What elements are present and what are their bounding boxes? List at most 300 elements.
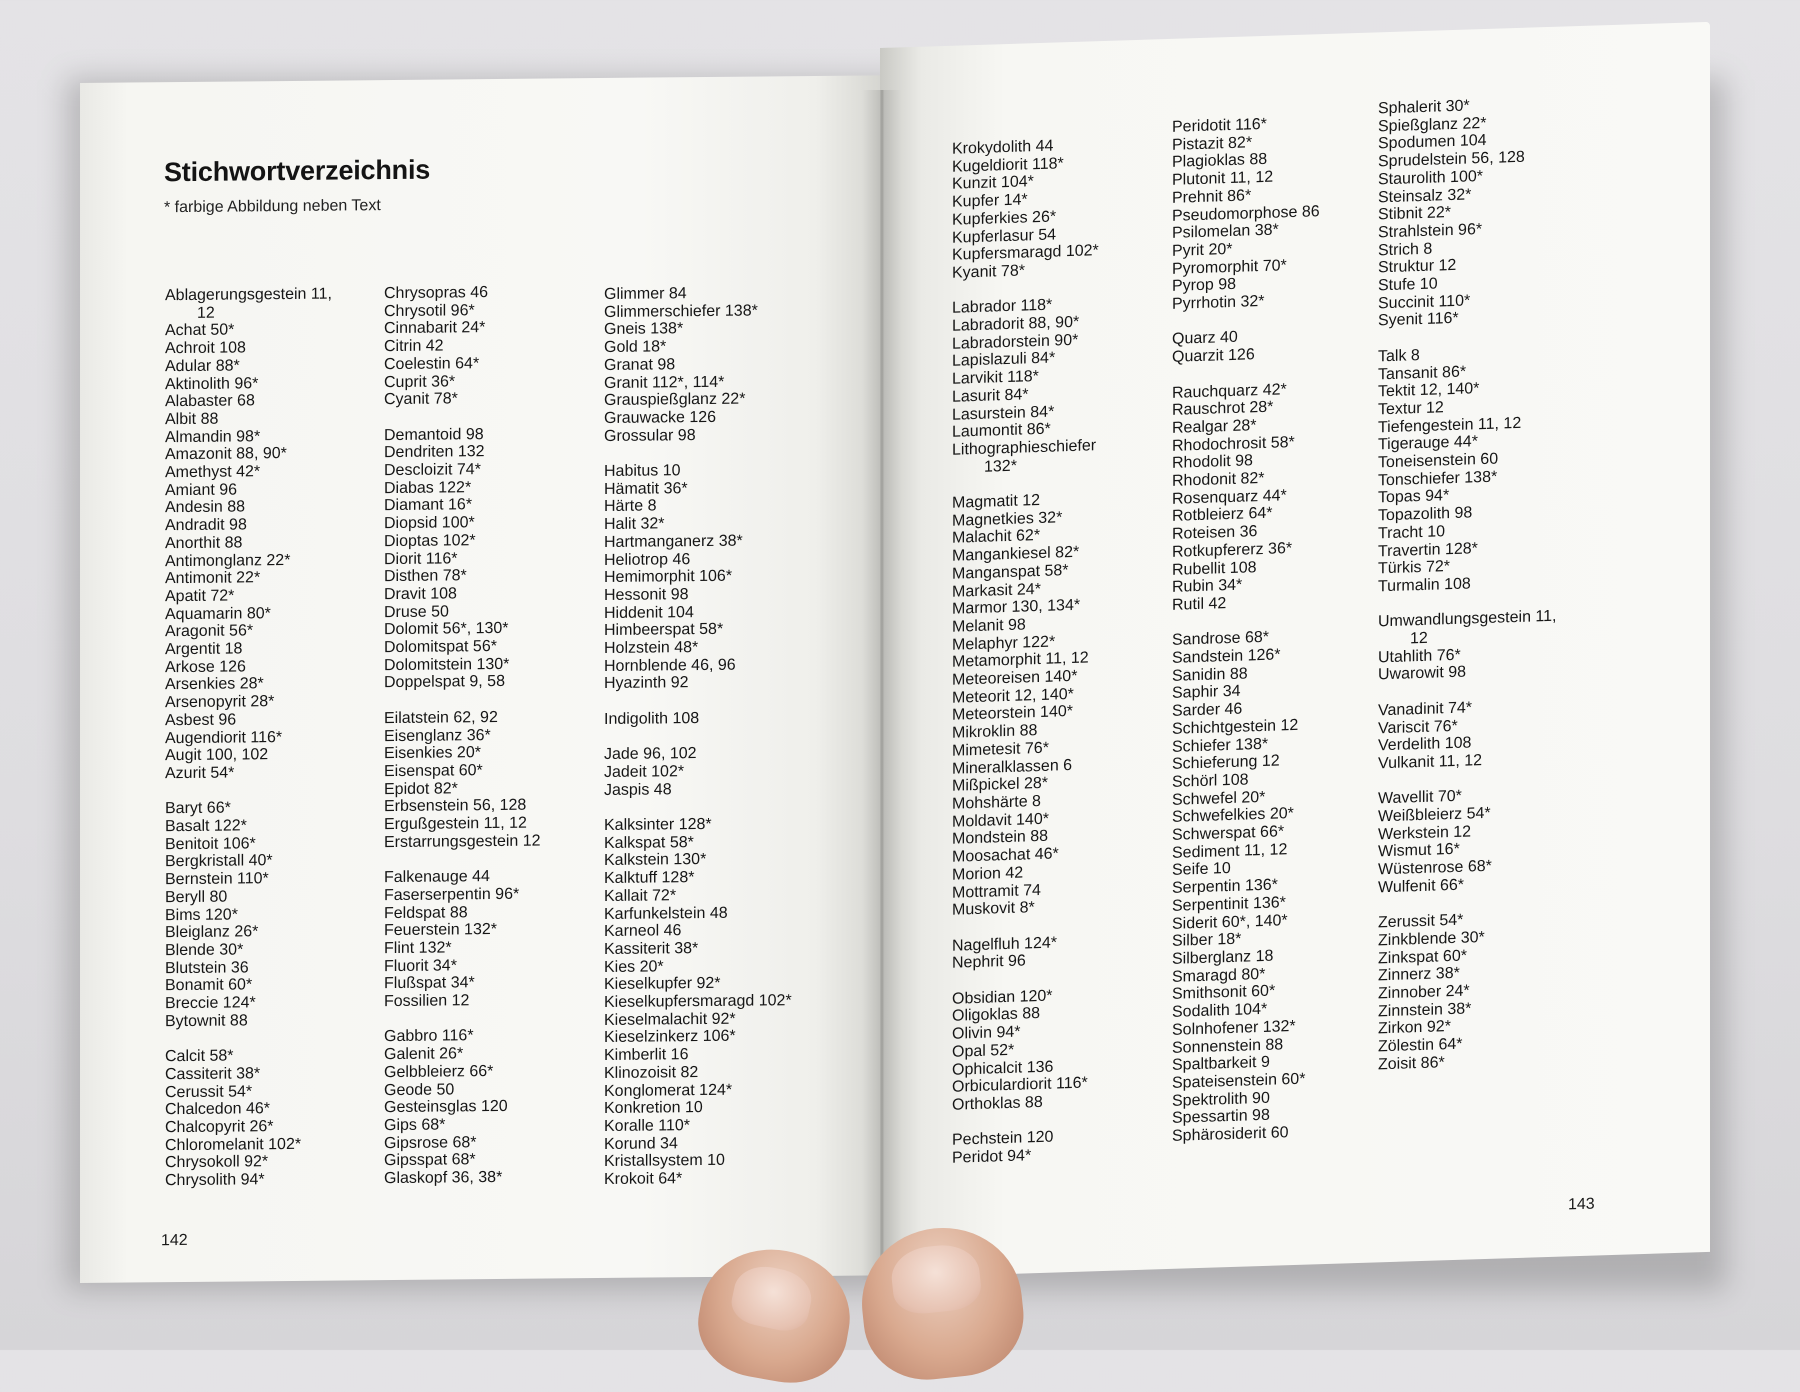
index-entry: Tigerauge 44* — [1378, 433, 1478, 454]
index-entry: Grauspießglanz 22* — [604, 390, 746, 410]
index-column — [952, 136, 1099, 1167]
index-entry: Konglomerat 124* — [604, 1081, 733, 1100]
index-entry: Lasurstein 84* — [952, 403, 1055, 424]
index-column — [1172, 114, 1320, 1145]
index-entry: Schwefelkies 20* — [1172, 805, 1294, 827]
index-entry: Meteorit 12, 140* — [952, 685, 1074, 707]
index-entry: Siderit 60*, 140* — [1172, 911, 1288, 933]
index-entry: Smaragd 80* — [1172, 965, 1266, 986]
index-entry: Zoisit 86* — [1378, 1054, 1445, 1074]
index-entry: Pyrop 98 — [1172, 276, 1237, 296]
index-entry: Labrador 118* — [952, 296, 1053, 318]
index-entry: Kristallsystem 10 — [604, 1152, 725, 1171]
index-entry: Härte 8 — [604, 497, 657, 516]
index-entry: Rotkupfererz 36* — [1172, 539, 1293, 561]
index-entry: Dolomitstein 130* — [384, 655, 510, 674]
index-column — [384, 284, 541, 1188]
index-entry: Demantoid 98 — [384, 425, 484, 444]
index-entry: Andesin 88 — [165, 498, 246, 517]
index-entry: Geode 50 — [384, 1080, 455, 1099]
index-entry: Antimonit 22* — [165, 569, 261, 588]
index-entry: Andradit 98 — [165, 516, 247, 535]
index-gap — [384, 408, 541, 427]
index-entry: Arsenkies 28* — [165, 675, 264, 694]
index-entry: Flint 132* — [384, 939, 452, 958]
index-entry: Tonschiefer 138* — [1378, 468, 1498, 490]
index-entry: Gipsspat 68* — [384, 1151, 476, 1170]
index-entry: Plagioklas 88 — [1172, 151, 1268, 172]
index-entry: Karfunkelstein 48 — [604, 904, 728, 923]
index-entry: Spießglanz 22* — [1378, 114, 1487, 136]
index-entry: Pyrit 20* — [1172, 240, 1233, 260]
index-entry: Hämatit 36* — [604, 479, 688, 498]
index-entry: Opal 52* — [952, 1041, 1015, 1061]
index-entry: Zinnstein 38* — [1378, 1000, 1472, 1021]
index-entry: Uwarowit 98 — [1378, 664, 1467, 684]
index-entry: Moosachat 46* — [952, 845, 1059, 866]
index-entry: Krokoit 64* — [604, 1170, 683, 1189]
index-entry: Kunzit 104* — [952, 173, 1034, 194]
index-entry: Chalcedon 46* — [165, 1100, 270, 1119]
index-entry: Wulfenit 66* — [1378, 876, 1464, 897]
index-entry: Sodalith 104* — [1172, 1000, 1268, 1021]
index-entry: Rosenquarz 44* — [1172, 486, 1287, 508]
index-entry: Zinnerz 38* — [1378, 965, 1460, 985]
index-entry: Psilomelan 38* — [1172, 221, 1279, 243]
index-entry: Cinnabarit 24* — [384, 319, 486, 338]
index-entry: Schörl 108 — [1172, 771, 1249, 791]
index-entry: Kalktuff 128* — [604, 869, 695, 888]
index-entry: Indigolith 108 — [604, 709, 700, 728]
index-entry: Gips 68* — [384, 1116, 446, 1135]
index-entry: Ergußgestein 11, 12 — [384, 814, 527, 834]
index-entry: Habitus 10 — [604, 462, 681, 480]
index-entry: Kupferlasur 54 — [952, 225, 1057, 247]
index-entry: Seife 10 — [1172, 860, 1231, 880]
index-column — [165, 286, 332, 1190]
index-entry: Strich 8 — [1378, 240, 1433, 259]
index-entry: Erstarrungsgestein 12 — [384, 832, 541, 851]
index-entry: Verdelith 108 — [1378, 734, 1472, 755]
index-entry: Amethyst 42* — [165, 463, 261, 482]
index-entry: Coelestin 64* — [384, 354, 480, 373]
index-entry: Calcit 58* — [165, 1047, 234, 1066]
index-entry: Spektrolith 90 — [1172, 1089, 1270, 1110]
index-entry: Albit 88 — [165, 410, 219, 429]
index-entry: Kupfersmaragd 102* — [952, 242, 1099, 264]
index-entry: Utahlith 76* — [1378, 646, 1461, 667]
index-entry: Blutstein 36 — [165, 959, 249, 977]
index-entry: Konkretion 10 — [604, 1099, 703, 1118]
index-entry: Mimetesit 76* — [952, 739, 1049, 760]
index-entry: Melanit 98 — [952, 616, 1026, 636]
index-entry: Mohshärte 8 — [952, 792, 1041, 813]
index-entry: Tracht 10 — [1378, 523, 1445, 543]
index-entry: Dendriten 132 — [384, 443, 485, 462]
index-entry: Sonnenstein 88 — [1172, 1035, 1284, 1057]
index-entry: Roteisen 36 — [1172, 523, 1258, 543]
index-entry: Türkis 72* — [1378, 558, 1451, 578]
index-entry: Aquamarin 80* — [165, 604, 271, 623]
index-entry: Diopsid 100* — [384, 514, 475, 533]
index-entry: Erbsenstein 56, 128 — [384, 797, 527, 816]
index-entry: Travertin 128* — [1378, 539, 1478, 560]
index-entry: Diabas 122* — [384, 478, 472, 497]
index-entry: Diamant 16* — [384, 496, 473, 515]
index-entry: Nephrit 96 — [952, 952, 1026, 973]
index-entry: Sediment 11, 12 — [1172, 840, 1288, 862]
index-entry: Cuprit 36* — [384, 372, 456, 391]
index-entry: Disthen 78* — [384, 567, 467, 586]
index-entry: Wüstenrose 68* — [1378, 857, 1492, 879]
index-entry: Spessartin 98 — [1172, 1107, 1270, 1128]
index-entry: Metamorphit 11, 12 — [952, 649, 1089, 672]
index-entry: Lasurit 84* — [952, 386, 1029, 406]
index-entry: Syenit 116* — [1378, 310, 1459, 330]
index-entry: Apatit 72* — [165, 587, 235, 606]
index-entry: Gold 18* — [604, 338, 667, 357]
index-entry: Kassiterit 38* — [604, 940, 699, 958]
index-entry: Beryll 80 — [165, 888, 228, 907]
index-gap — [604, 443, 792, 462]
index-entry: Sphalerit 30* — [1378, 97, 1470, 118]
index-entry: Descloizit 74* — [384, 461, 481, 480]
index-entry: Olivin 94* — [952, 1023, 1021, 1043]
index-entry: Adular 88* — [165, 357, 240, 375]
index-entry: Citrin 42 — [384, 337, 444, 356]
index-entry: Malachit 62* — [952, 527, 1041, 548]
index-entry: Gipsrose 68* — [384, 1133, 477, 1152]
index-entry: Chalcopyrit 26* — [165, 1118, 274, 1137]
index-entry: Orthoklas 88 — [952, 1093, 1043, 1114]
index-entry: Wismut 16* — [1378, 841, 1460, 861]
index-entry: Asbest 96 — [165, 711, 237, 730]
index-entry: Staurolith 100* — [1378, 167, 1483, 189]
index-entry: Glimmerschiefer 138* — [604, 302, 758, 321]
index-entry: Ablagerungsgestein 11, 12 — [165, 285, 332, 322]
index-entry: Rhodolit 98 — [1172, 452, 1253, 473]
index-entry: Peridot 94* — [952, 1147, 1032, 1167]
index-entry: Textur 12 — [1378, 399, 1444, 419]
index-entry: Rauschrot 28* — [1172, 398, 1274, 420]
index-entry: Spaltbarkeit 9 — [1172, 1053, 1270, 1075]
index-entry: Mangankiesel 82* — [952, 543, 1080, 565]
right-page — [880, 22, 1710, 1278]
index-heading: Stichwortverzeichnis — [164, 154, 431, 188]
index-entry: Schichtgestein 12 — [1172, 716, 1299, 738]
index-entry: Faserserpentin 96* — [384, 885, 520, 904]
index-entry: Toneisenstein 60 — [1378, 450, 1499, 472]
index-entry: Morion 42 — [952, 864, 1024, 884]
index-entry: Kieselkupfersmaragd 102* — [604, 992, 792, 1012]
index-entry: Chloromelanit 102* — [165, 1135, 302, 1154]
index-entry: Sandrose 68* — [1172, 629, 1269, 650]
index-gap — [384, 691, 541, 710]
index-entry: Kalkstein 130* — [604, 851, 707, 870]
index-entry: Dolomitspat 56* — [384, 638, 497, 657]
index-entry: Zinkblende 30* — [1378, 928, 1485, 950]
index-entry: Granat 98 — [604, 356, 676, 374]
index-entry: Rotbleierz 64* — [1172, 505, 1273, 526]
index-entry: Marmor 130, 134* — [952, 596, 1081, 618]
index-entry: Arsenopyrit 28* — [165, 693, 275, 712]
index-entry: Gesteinsglas 120 — [384, 1098, 508, 1117]
index-entry: Bernstein 110* — [165, 870, 269, 889]
index-entry: Ophicalcit 136 — [952, 1058, 1054, 1079]
index-entry: Gabbro 116* — [384, 1027, 474, 1046]
index-entry: Basalt 122* — [165, 817, 247, 836]
index-entry: Antimonglanz 22* — [165, 551, 291, 570]
index-entry: Glimmer 84 — [604, 285, 687, 303]
index-entry: Bergkristall 40* — [165, 852, 273, 871]
index-entry: Manganspat 58* — [952, 561, 1069, 583]
index-entry: Flußspat 34* — [384, 974, 475, 993]
index-entry: Achat 50* — [165, 321, 235, 340]
index-entry: Achroit 108 — [165, 339, 246, 358]
index-entry: Hyazinth 92 — [604, 674, 689, 693]
index-entry: Wavellit 70* — [1378, 788, 1462, 808]
index-entry: Chrysolith 94* — [165, 1171, 265, 1190]
index-entry: Eisenkies 20* — [384, 744, 481, 763]
index-entry: Heliotrop 46 — [604, 550, 691, 569]
index-entry: Quarzit 126 — [1172, 346, 1255, 366]
index-entry: Pseudomorphose 86 — [1172, 202, 1320, 225]
index-entry: Eilatstein 62, 92 — [384, 708, 498, 727]
index-entry: Dolomit 56*, 130* — [384, 620, 509, 639]
index-entry: Mikroklin 88 — [952, 722, 1038, 742]
index-entry: Hornblende 46, 96 — [604, 656, 736, 675]
index-entry: Epidot 82* — [384, 780, 458, 798]
index-entry: Meteoreisen 140* — [952, 667, 1078, 689]
index-entry: Druse 50 — [384, 603, 449, 621]
index-entry: Zinnober 24* — [1378, 982, 1470, 1003]
index-entry: Plutonit 11, 12 — [1172, 168, 1274, 189]
index-entry: Sarder 46 — [1172, 700, 1243, 720]
index-entry: Zinkspat 60* — [1378, 947, 1467, 968]
index-entry: Werkstein 12 — [1378, 823, 1472, 844]
index-gap — [165, 781, 332, 800]
index-entry: Labradorstein 90* — [952, 331, 1079, 353]
index-entry: Benitoit 106* — [165, 835, 256, 853]
index-entry: Stibnit 22* — [1378, 204, 1451, 224]
index-entry: Feuerstein 132* — [384, 921, 497, 940]
index-gap — [604, 691, 792, 710]
index-entry: Pyrrhotin 32* — [1172, 292, 1265, 313]
index-entry: Anorthit 88 — [165, 534, 243, 553]
index-entry: Smithsonit 60* — [1172, 982, 1276, 1004]
index-entry: Dravit 108 — [384, 585, 457, 604]
index-entry: Silberglanz 18 — [1172, 947, 1274, 968]
index-gap — [384, 850, 541, 869]
index-entry: Hartmanganerz 38* — [604, 532, 743, 551]
index-entry: Granit 112*, 114* — [604, 373, 725, 392]
index-entry: Variscit 76* — [1378, 717, 1458, 737]
index-entry: Korund 34 — [604, 1134, 678, 1153]
index-entry: Augendiorit 116* — [165, 728, 283, 747]
index-entry: Topazolith 98 — [1378, 504, 1473, 525]
index-entry: Solnhofener 132* — [1172, 1017, 1296, 1039]
index-entry: Kallait 72* — [604, 887, 677, 905]
index-entry: Rhodochrosit 58* — [1172, 433, 1295, 455]
index-entry: Arkose 126 — [165, 658, 246, 676]
index-entry: Augit 100, 102 — [165, 746, 269, 765]
index-entry: Amazonit 88, 90* — [165, 445, 287, 464]
index-entry: Amiant 96 — [165, 481, 238, 499]
index-entry: Bonamit 60* — [165, 976, 253, 995]
index-entry: Aragonit 56* — [165, 622, 254, 641]
index-entry: Aktinolith 96* — [165, 374, 259, 393]
index-entry: Kieselmalachit 92* — [604, 1010, 736, 1029]
index-entry: Fossilien 12 — [384, 992, 470, 1011]
index-entry: Meteorstein 140* — [952, 703, 1073, 725]
index-entry: Klinozoisit 82 — [604, 1063, 699, 1082]
index-entry: Rubellit 108 — [1172, 558, 1257, 579]
index-entry: Serpentin 136* — [1172, 876, 1278, 898]
index-entry: Weißbleierz 54* — [1378, 804, 1491, 826]
index-entry: Dioptas 102* — [384, 532, 476, 550]
index-entry: Markasit 24* — [952, 580, 1041, 601]
index-entry: Turmalin 108 — [1378, 575, 1471, 596]
index-entry: Mondstein 88 — [952, 828, 1049, 849]
index-entry: Breccie 124* — [165, 994, 256, 1013]
page-number: 143 — [1568, 1195, 1595, 1214]
index-entry: Melaphyr 122* — [952, 633, 1056, 654]
index-entry: Sphärosiderit 60 — [1172, 1124, 1289, 1145]
index-entry: Karneol 46 — [604, 922, 682, 941]
index-entry: Saphir 34 — [1172, 683, 1241, 703]
index-entry: Bytownit 88 — [165, 1012, 248, 1030]
index-entry: Magnetkies 32* — [952, 509, 1063, 530]
index-entry: Kies 20* — [604, 958, 664, 976]
index-entry: Kalkspat 58* — [604, 833, 694, 852]
index-entry: Pyromorphit 70* — [1172, 256, 1287, 278]
index-entry: Eisenspat 60* — [384, 762, 483, 781]
index-entry: Kupfer 14* — [952, 191, 1028, 211]
index-entry: Chrysotil 96* — [384, 301, 475, 320]
index-entry: Cerussit 54* — [165, 1082, 253, 1101]
index-entry: Lithographieschiefer 132* — [952, 437, 1097, 476]
index-entry: Argentit 18 — [165, 640, 243, 659]
index-entry: Jade 96, 102 — [604, 745, 697, 764]
index-entry: Spateisenstein 60* — [1172, 1070, 1306, 1092]
index-entry: Kupferkies 26* — [952, 208, 1057, 229]
index-entry: Muskovit 8* — [952, 899, 1035, 919]
index-entry: Bleiglanz 26* — [165, 923, 259, 942]
index-entry: Jaspis 48 — [604, 780, 672, 799]
index-entry: Rubin 34* — [1172, 576, 1243, 597]
index-entry: Himbeerspat 58* — [604, 621, 724, 640]
index-entry: Hiddenit 104 — [604, 603, 694, 622]
index-column — [604, 284, 792, 1189]
index-entry: Nagelfluh 124* — [952, 934, 1057, 955]
index-entry: Schiefer 138* — [1172, 735, 1269, 756]
index-entry: Sandstein 126* — [1172, 646, 1281, 667]
index-entry: Cassiterit 38* — [165, 1065, 261, 1084]
index-entry: Kieselzinkerz 106* — [604, 1028, 736, 1047]
index-entry: Labradorit 88, 90* — [952, 313, 1080, 335]
index-gap — [384, 1009, 541, 1028]
index-entry: Chrysopras 46 — [384, 284, 489, 303]
index-entry: Kugeldiorit 118* — [952, 154, 1064, 176]
index-entry: Stufe 10 — [1378, 275, 1438, 295]
index-entry: Chrysokoll 92* — [165, 1153, 269, 1172]
index-entry: Gelbbleierz 66* — [384, 1062, 494, 1081]
index-gap — [604, 727, 792, 746]
index-entry: Baryt 66* — [165, 799, 231, 818]
index-entry: Galenit 26* — [384, 1045, 464, 1064]
index-entry: Umwandlungsgestein 11, 12 — [1378, 608, 1557, 648]
index-entry: Rhodonit 82* — [1172, 469, 1265, 490]
index-entry: Mißpickel 28* — [952, 775, 1049, 796]
index-entry: Vulkanit 11, 12 — [1378, 752, 1483, 773]
index-entry: Larvikit 118* — [952, 368, 1039, 388]
index-entry: Lapislazuli 84* — [952, 349, 1056, 371]
index-entry: Peridotit 116* — [1172, 115, 1267, 136]
index-entry: Feldspat 88 — [384, 903, 468, 922]
index-entry: Rauchquarz 42* — [1172, 380, 1287, 402]
index-entry: Grossular 98 — [604, 426, 696, 445]
index-footnote: * farbige Abbildung neben Text — [164, 197, 381, 217]
index-entry: Halit 32* — [604, 515, 665, 534]
index-entry: Oligoklas 88 — [952, 1005, 1041, 1026]
index-entry: Zirkon 92* — [1378, 1018, 1451, 1038]
index-entry: Orbiculardiorit 116* — [952, 1074, 1088, 1096]
index-entry: Pistazit 82* — [1172, 134, 1253, 154]
index-entry: Azurit 54* — [165, 764, 235, 783]
index-entry: Hessonit 98 — [604, 586, 689, 604]
index-entry: Mottramit 74 — [952, 881, 1041, 902]
index-entry: Rutil 42 — [1172, 595, 1227, 614]
index-entry: Strahlstein 96* — [1378, 221, 1483, 242]
index-entry: Quarz 40 — [1172, 329, 1238, 349]
index-entry: Zölestin 64* — [1378, 1035, 1463, 1056]
left-page — [80, 75, 880, 1283]
index-entry: Succinit 110* — [1378, 292, 1471, 313]
page-number: 142 — [161, 1231, 188, 1250]
index-entry: Steinsalz 32* — [1378, 185, 1472, 206]
index-entry: Jadeit 102* — [604, 763, 685, 781]
index-entry: Kyanit 78* — [952, 262, 1025, 282]
index-entry: Blende 30* — [165, 941, 244, 960]
index-entry: Hemimorphit 106* — [604, 567, 733, 587]
index-entry: Diorit 116* — [384, 549, 458, 568]
index-entry: Schwerspat 66* — [1172, 823, 1285, 844]
index-entry: Tansanit 86* — [1378, 363, 1467, 383]
index-entry: Fluorit 34* — [384, 957, 457, 975]
index-entry: Laumontit 86* — [952, 420, 1051, 441]
index-entry: Serpentinit 136* — [1172, 894, 1286, 915]
index-entry: Realgar 28* — [1172, 417, 1257, 437]
index-entry: Sprudelstein 56, 128 — [1378, 148, 1525, 171]
index-entry: Silber 18* — [1172, 930, 1242, 951]
index-entry: Magmatit 12 — [952, 492, 1041, 512]
index-gap — [165, 1029, 332, 1048]
index-entry: Pechstein 120 — [952, 1128, 1054, 1150]
index-entry: Moldavit 140* — [952, 810, 1049, 831]
index-entry: Doppelspat 9, 58 — [384, 673, 505, 692]
index-entry: Spodumen 104 — [1378, 132, 1487, 153]
index-entry: Bims 120* — [165, 906, 238, 924]
index-entry: Alabaster 68 — [165, 392, 255, 411]
index-gap — [604, 798, 792, 817]
index-entry: Glaskopf 36, 38* — [384, 1169, 503, 1188]
index-entry: Gneis 138* — [604, 320, 684, 339]
index-entry: Sanidin 88 — [1172, 665, 1248, 685]
index-entry: Struktur 12 — [1378, 257, 1457, 277]
index-entry: Topas 94* — [1378, 487, 1450, 507]
index-entry: Kalksinter 128* — [604, 815, 712, 835]
index-entry: Grauwacke 126 — [604, 408, 717, 427]
